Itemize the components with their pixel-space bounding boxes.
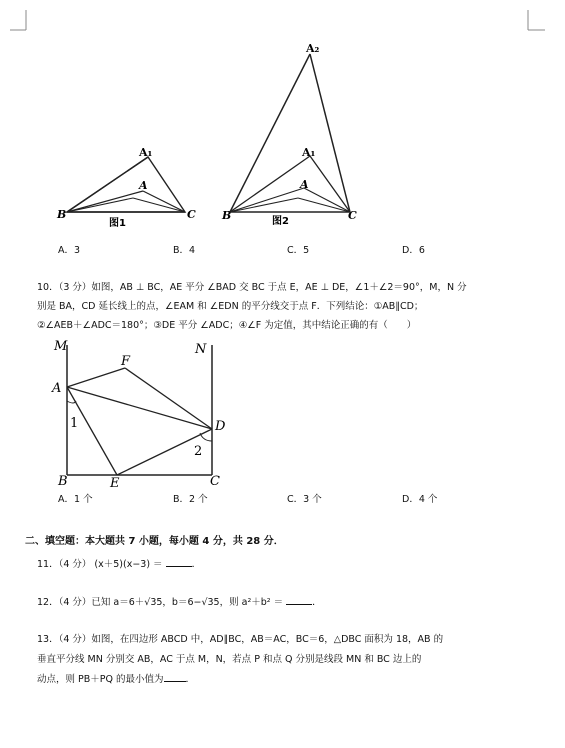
q9-option-c[interactable]: C．5 — [287, 245, 310, 256]
q10-option-c[interactable]: C．3 个 — [287, 494, 322, 505]
q13-line-3: 动点，则 PB＋PQ 的最小值为 — [37, 674, 164, 685]
q10-line-2: 别是 BA，CD 延长线上的点，∠EAM 和 ∠EDN 的平分线交于点 F．下列结论：①AB∥CD； — [37, 301, 424, 312]
q12-end: ． — [312, 597, 322, 608]
q12 — [37, 594, 322, 608]
fig3-label-c: C — [210, 474, 220, 487]
q9-option-b[interactable]: B．4 — [173, 245, 196, 256]
fig2-label-a1: A₁ — [302, 146, 316, 159]
fig3-angle-2: 2 — [194, 444, 203, 459]
fig3-angle-1: 1 — [70, 416, 79, 431]
q10-option-d[interactable]: D．4 个 — [402, 494, 438, 505]
fig2-label-b: B — [222, 209, 232, 222]
fig2-label-a: A — [300, 178, 309, 191]
figure-2 — [218, 38, 368, 233]
q11-text: 11．（4 分） (x＋5)(x−3) ＝ — [37, 559, 163, 570]
q13-line-2: 垂直平分线 MN 分别交 AB，AC 于点 M，N，若点 P 和点 Q 分别是线段 MN 和 BC 边上的 — [37, 654, 422, 665]
fig1-label-c: C — [187, 208, 196, 221]
q10-line-3: ②∠AEB＋∠ADC＝180°；③DE 平分 ∠ADC；④∠F 为定值，其中结论正确的有（ ） — [37, 320, 417, 331]
figure-1-caption: 图1 — [109, 218, 126, 229]
q13-answer-blank[interactable] — [164, 671, 186, 682]
q9-option-a[interactable]: A．3 — [58, 245, 81, 256]
q11 — [37, 556, 201, 570]
q13-end: ． — [185, 674, 196, 685]
q10-option-b[interactable]: B．2 个 — [173, 494, 208, 505]
figure-1 — [55, 140, 205, 235]
q12-text: 12．（4 分）已知 a＝6＋√35，b＝6−√35，则 a²＋b² ＝ — [37, 597, 284, 608]
fig3-label-d: D — [215, 419, 226, 434]
fig3-label-b: B — [58, 474, 68, 487]
figure-2-caption: 图2 — [272, 216, 289, 227]
q10-line-1: 10．（3 分）如图，AB ⊥ BC，AE 平分 ∠BAD 交 BC 于点 E，AE ⊥ DE，∠1＋∠2＝90°，M，N 分 — [37, 282, 467, 293]
fig2-label-a2: A₂ — [306, 42, 320, 55]
q12-answer-blank[interactable] — [286, 594, 312, 605]
q13-line-1: 13．（4 分）如图，在四边形 ABCD 中，AD∥BC，AB＝AC，BC＝6，△DBC 面积为 18，AB 的 — [37, 634, 444, 645]
fig1-label-a: A — [139, 179, 148, 192]
fig3-label-e: E — [110, 476, 120, 487]
fig2-label-c: C — [348, 209, 357, 222]
q11-answer-blank[interactable] — [166, 556, 192, 567]
fig3-label-a: A — [52, 381, 62, 396]
q10-option-a[interactable]: A．1 个 — [58, 494, 93, 505]
section-heading: 二、填空题：本大题共 7 小题，每小题 4 分，共 28 分． — [25, 536, 284, 547]
fig3-label-f: F — [121, 354, 131, 369]
fig1-label-b: B — [57, 208, 67, 221]
figure-3 — [48, 335, 238, 487]
q13-line-3-wrap — [37, 671, 195, 685]
fig3-label-m: M — [54, 339, 68, 354]
q11-end: ． — [191, 559, 202, 570]
fig3-label-n: N — [195, 342, 207, 357]
q9-option-d[interactable]: D．6 — [402, 245, 425, 256]
fig1-label-a1: A₁ — [139, 146, 153, 159]
